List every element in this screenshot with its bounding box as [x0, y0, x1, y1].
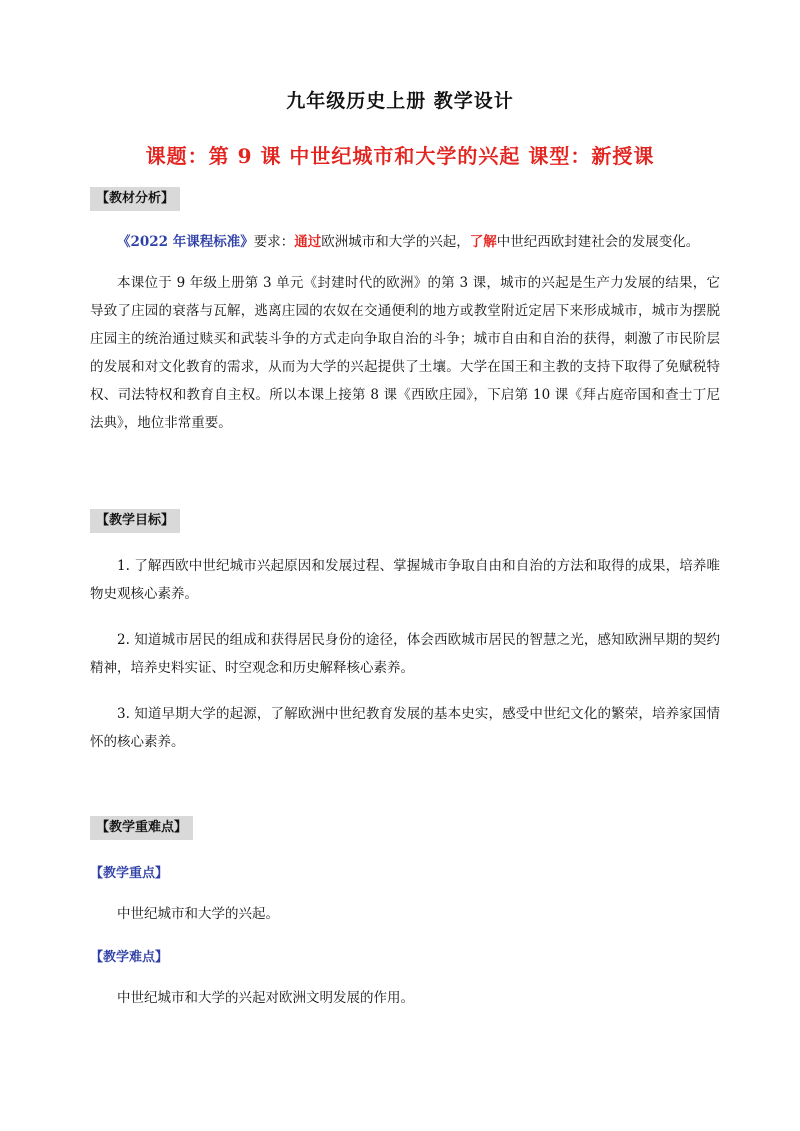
goal-item-1: 1. 了解西欧中世纪城市兴起原因和发展过程、掌握城市争取自由和自治的方法和取得的成果，培养唯物史观核心素养。	[90, 558, 720, 602]
section-heading-keypoints: 【教学重难点】	[90, 816, 193, 840]
standard-verb-2: 了解	[469, 234, 497, 250]
standard-source: 《2022 年课程标准》	[117, 234, 254, 250]
standard-text-2: 中世纪西欧封建社会的发展变化。	[496, 234, 700, 250]
standard-verb-1: 通过	[294, 234, 322, 250]
difficulty-text: 中世纪城市和大学的兴起对欧洲文明发展的作用。	[117, 990, 414, 1006]
analysis-body-paragraph: 本课位于 9 年级上册第 3 单元《封建时代的欧洲》的第 3 课，城市的兴起是生产力发展的结果，它导致了庄园的衰落与瓦解，逃离庄园的农奴在交通便利的地方或教堂附近定居下来形成城市，城市为摆脱庄园主的统治通过赎买和武装斗争的方式走向争取自治的斗争；城市自由和自治的获得，刺激了市民阶层的发展和对文化教育的需求，从而为大学的兴起提供了土壤。大学在国王和主教的支持下取得了免赋税特权、司法特权和教育自主权。所以本课上接第 8 课《西欧庄园》，下启第 10 课《拜占庭帝国和查士丁尼法典》，地位非常重要。	[90, 275, 720, 431]
goal-item-2: 2. 知道城市居民的组成和获得居民身份的途径，体会西欧城市居民的智慧之光，感知欧洲早期的契约精神，培养史料实证、时空观念和历史解释核心素养。	[90, 632, 720, 676]
lesson-subtitle: 课题：第 9 课 中世纪城市和大学的兴起 课型：新授课	[145, 144, 655, 168]
subheading-focus: 【教学重点】	[90, 866, 169, 881]
document-title: 九年级历史上册 教学设计	[286, 90, 514, 112]
goal-item-3: 3. 知道早期大学的起源，了解欧洲中世纪教育发展的基本史实，感受中世纪文化的繁荣，培养家国情怀的核心素养。	[90, 706, 720, 750]
subheading-difficulty: 【教学难点】	[90, 950, 169, 965]
focus-text: 中世纪城市和大学的兴起。	[117, 906, 279, 922]
standard-req: 要求：	[253, 234, 295, 250]
section-heading-goals: 【教学目标】	[90, 509, 180, 533]
standard-text-1: 欧洲城市和大学的兴起，	[321, 234, 470, 250]
section-heading-analysis: 【教材分析】	[90, 187, 180, 211]
curriculum-standard-paragraph	[90, 228, 720, 256]
